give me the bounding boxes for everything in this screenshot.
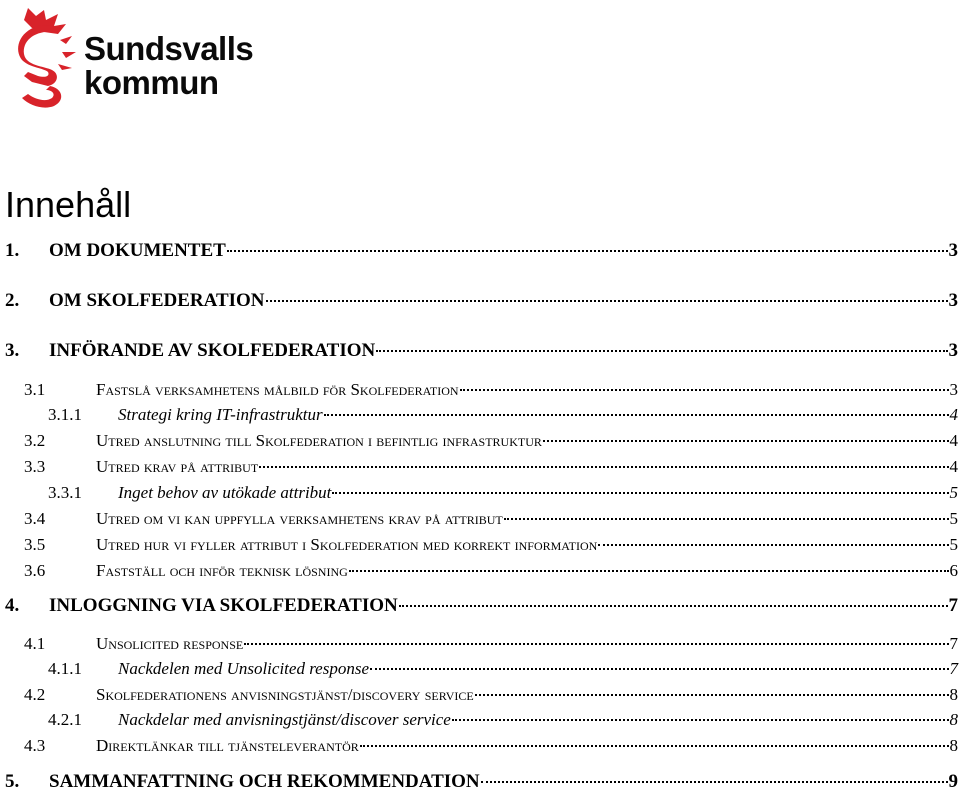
toc-entry-page: 4 (949, 431, 958, 450)
toc-entry-label: INFÖRANDE AV SKOLFEDERATION (49, 340, 376, 361)
toc-entry-label: Utred hur vi fyller attribut i Skolfederation med korrekt information (96, 535, 598, 554)
sundsvalls-kommun-logo (14, 6, 284, 110)
toc-entry-page: 5 (949, 535, 958, 554)
toc-entry-number: 4. (5, 595, 20, 616)
toc-entry[interactable] (5, 771, 958, 793)
toc-entry-number: 3.2 (24, 431, 46, 450)
toc-entry-label: Fastställ och inför teknisk lösning (96, 561, 348, 580)
toc-entry-label: Utred krav på attribut (96, 457, 259, 476)
toc-entry-label: Fastslå verksamhetens målbild för Skolfederation (96, 380, 459, 399)
toc-dot-leader (452, 719, 949, 721)
toc-dot-leader (481, 781, 948, 783)
toc-entry[interactable] (5, 290, 958, 312)
toc-entry[interactable] (24, 535, 958, 555)
toc-dot-leader (360, 745, 949, 747)
toc-dot-leader (475, 694, 949, 696)
toc-entry-page: 7 (948, 595, 958, 616)
toc-entry[interactable] (24, 736, 958, 756)
toc-dot-leader (332, 492, 948, 494)
toc-entry[interactable] (5, 595, 958, 617)
toc-entry-label: INLOGGNING VIA SKOLFEDERATION (49, 595, 398, 616)
toc-dot-leader (349, 570, 949, 572)
toc-entry-page: 3 (948, 340, 958, 361)
toc-entry-label: Inget behov av utökade attribut (118, 483, 332, 502)
toc-entry-number: 3.1 (24, 380, 46, 399)
toc-dot-leader (399, 605, 948, 607)
toc-entry[interactable] (24, 634, 958, 654)
toc-entry[interactable] (48, 659, 958, 679)
toc-entry[interactable] (24, 561, 958, 581)
toc-entry-number: 3.4 (24, 509, 46, 528)
toc-entry[interactable] (24, 457, 958, 477)
toc-entry-number: 3.3.1 (48, 483, 82, 502)
toc-entry-number: 3.5 (24, 535, 46, 554)
toc-entry[interactable] (24, 685, 958, 705)
toc-entry-number: 3. (5, 340, 20, 361)
toc-entry-page: 3 (949, 380, 958, 399)
toc-entry[interactable] (5, 240, 958, 262)
toc-entry[interactable] (5, 340, 958, 362)
toc-entry-label: OM DOKUMENTET (49, 240, 226, 261)
toc-entry-number: 4.3 (24, 736, 46, 755)
toc-entry-label: SAMMANFATTNING OCH REKOMMENDATION (49, 771, 480, 792)
toc-entry-number: 4.2.1 (48, 710, 82, 729)
toc-entry-page: 7 (949, 659, 958, 678)
toc-entry[interactable] (24, 380, 958, 400)
logo-text-kommun: kommun (84, 64, 219, 101)
toc-entry-page: 5 (949, 483, 958, 502)
toc-dot-leader (324, 414, 949, 416)
toc-entry-page: 3 (948, 240, 958, 261)
toc-entry[interactable] (48, 710, 958, 730)
toc-dot-leader (244, 643, 948, 645)
toc-entry-label: Unsolicited response (96, 634, 244, 653)
toc-dot-leader (376, 350, 947, 352)
toc-entry-number: 3.6 (24, 561, 46, 580)
toc-entry[interactable] (48, 405, 958, 425)
toc-entry-page: 3 (948, 290, 958, 311)
toc-entry-number: 2. (5, 290, 20, 311)
toc-entry-page: 7 (949, 634, 958, 653)
toc-entry-label: Nackdelar med anvisningstjänst/discover service (118, 710, 451, 729)
toc-entry-page: 8 (949, 685, 958, 704)
toc-entry-number: 4.2 (24, 685, 46, 704)
toc-dot-leader (460, 389, 949, 391)
toc-entry-number: 3.1.1 (48, 405, 82, 424)
toc-entry-page: 4 (949, 405, 958, 424)
toc-entry-label: Direktlänkar till tjänsteleverantör (96, 736, 359, 755)
toc-entry-label: OM SKOLFEDERATION (49, 290, 265, 311)
dragon-emblem-icon (14, 6, 78, 110)
toc-entry-label: Utred om vi kan uppfylla verksamhetens krav på attribut (96, 509, 503, 528)
toc-entry[interactable] (48, 483, 958, 503)
toc-dot-leader (370, 668, 949, 670)
toc-dot-leader (266, 300, 948, 302)
toc-entry-label: Skolfederationens anvisningstjänst/discovery service (96, 685, 474, 704)
toc-dot-leader (598, 544, 948, 546)
toc-entry-page: 5 (949, 509, 958, 528)
toc-entry-label: Utred anslutning till Skolfederation i befintlig infrastruktur (96, 431, 542, 450)
toc-entry-page: 8 (949, 710, 958, 729)
toc-dot-leader (259, 466, 948, 468)
toc-entry-number: 4.1 (24, 634, 46, 653)
toc-entry-page: 9 (948, 771, 958, 792)
toc-entry-number: 1. (5, 240, 20, 261)
toc-entry[interactable] (24, 431, 958, 451)
toc-dot-leader (543, 440, 949, 442)
toc-heading: Innehåll (5, 184, 132, 225)
toc-dot-leader (504, 518, 949, 520)
toc-entry-page: 8 (949, 736, 958, 755)
toc-dot-leader (227, 250, 948, 252)
toc-entry-label: Nackdelen med Unsolicited response (118, 659, 369, 678)
toc-entry-page: 4 (949, 457, 958, 476)
toc-entry-number: 3.3 (24, 457, 46, 476)
toc-entry-number: 4.1.1 (48, 659, 82, 678)
logo-text-sundsvalls: Sundsvalls (84, 30, 254, 67)
toc-entry[interactable] (24, 509, 958, 529)
toc-entry-label: Strategi kring IT-infrastruktur (118, 405, 323, 424)
toc-entry-number: 5. (5, 771, 20, 792)
toc-entry-page: 6 (949, 561, 958, 580)
